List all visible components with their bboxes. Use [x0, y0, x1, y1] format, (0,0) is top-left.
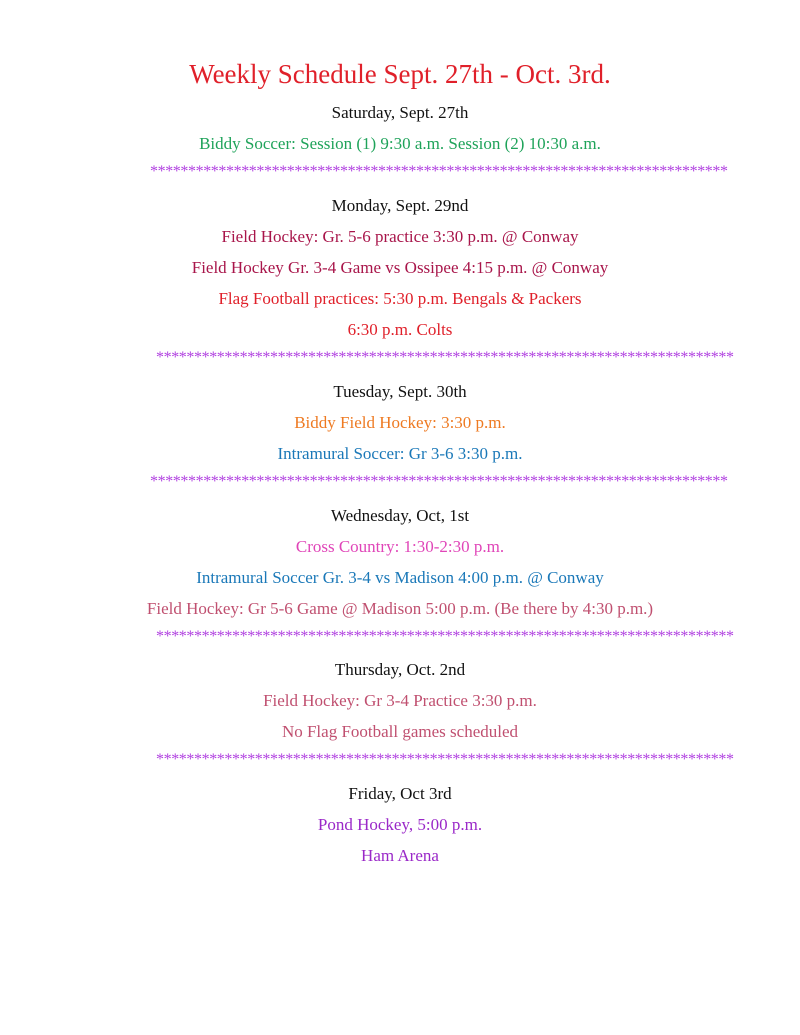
- event-field-hockey-practice: Field Hockey: Gr. 5-6 practice 3:30 p.m. @ Conway: [221, 227, 579, 246]
- day-heading-saturday: Saturday, Sept. 27th: [331, 103, 469, 122]
- day-heading-monday: Monday, Sept. 29nd: [331, 196, 469, 215]
- separator: ****************************************************************************: [150, 163, 728, 180]
- event-biddy-soccer: Biddy Soccer: Session (1) 9:30 a.m. Session (2) 10:30 a.m.: [199, 134, 601, 153]
- day-heading-friday: Friday, Oct 3rd: [348, 784, 452, 803]
- separator: ****************************************************************************: [156, 349, 734, 366]
- separator: ****************************************************************************: [156, 751, 734, 768]
- event-field-hockey-practice-gr3-4: Field Hockey: Gr 3-4 Practice 3:30 p.m.: [263, 691, 537, 710]
- day-heading-wednesday: Wednesday, Oct, 1st: [330, 506, 470, 525]
- separator: ****************************************************************************: [150, 473, 728, 490]
- event-pond-hockey: Pond Hockey, 5:00 p.m.: [317, 815, 483, 834]
- event-location-ham-arena: Ham Arena: [361, 846, 439, 865]
- day-heading-tuesday: Tuesday, Sept. 30th: [333, 382, 467, 401]
- day-heading-thursday: Thursday, Oct. 2nd: [334, 660, 466, 679]
- event-field-hockey-game: Field Hockey Gr. 3-4 Game vs Ossipee 4:15 p.m. @ Conway: [191, 258, 609, 277]
- event-flag-football-colts: 6:30 p.m. Colts: [347, 320, 453, 339]
- event-field-hockey-madison: Field Hockey: Gr 5-6 Game @ Madison 5:00 p.m. (Be there by 4:30 p.m.): [146, 599, 654, 618]
- event-biddy-field-hockey: Biddy Field Hockey: 3:30 p.m.: [294, 413, 506, 432]
- event-intramural-soccer-madison: Intramural Soccer Gr. 3-4 vs Madison 4:00 p.m. @ Conway: [196, 568, 604, 587]
- event-intramural-soccer: Intramural Soccer: Gr 3-6 3:30 p.m.: [277, 444, 523, 463]
- event-flag-football-practices: Flag Football practices: 5:30 p.m. Bengals & Packers: [218, 289, 582, 308]
- event-cross-country: Cross Country: 1:30-2:30 p.m.: [295, 537, 505, 556]
- event-no-flag-football: No Flag Football games scheduled: [281, 722, 519, 741]
- separator: ****************************************************************************: [156, 628, 734, 645]
- page-title: Weekly Schedule Sept. 27th - Oct. 3rd.: [189, 59, 611, 89]
